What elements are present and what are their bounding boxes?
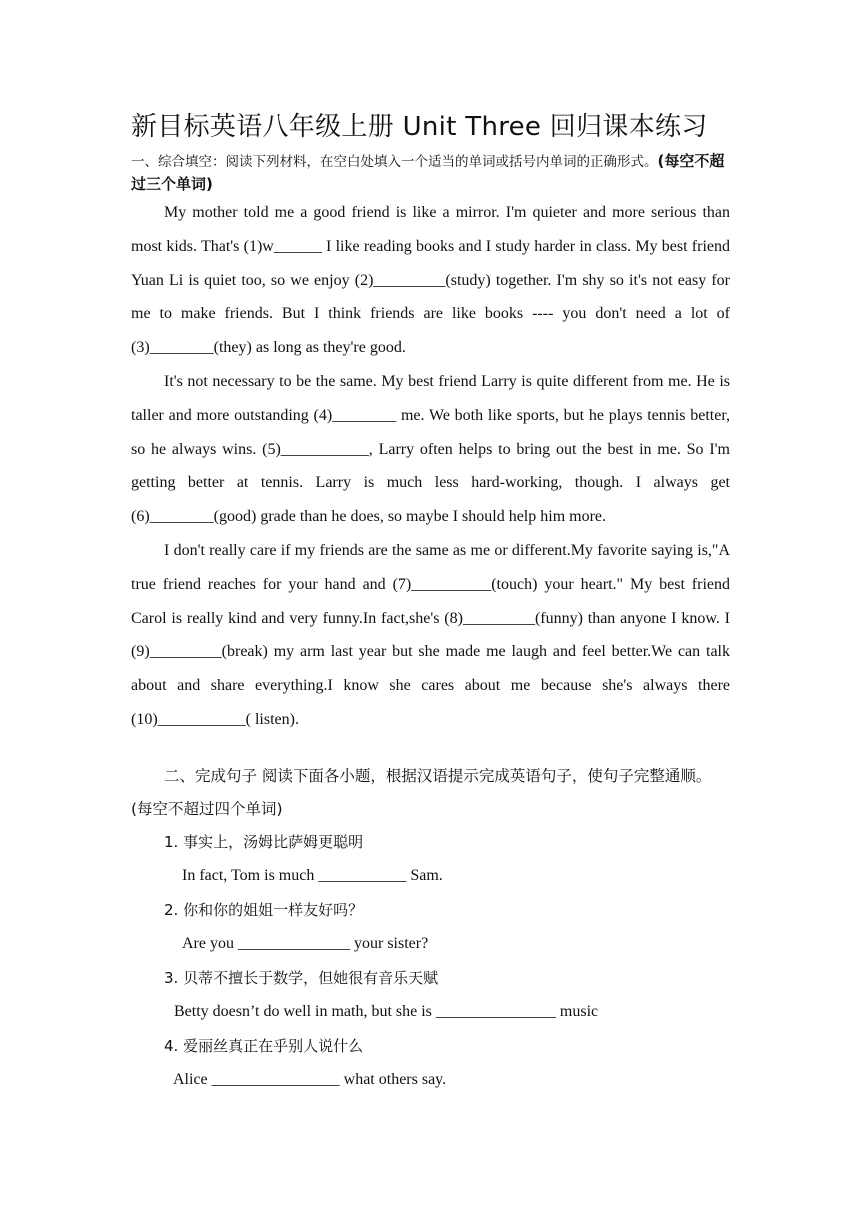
section1-instruction-text: 一、综合填空：阅读下列材料，在空白处填入一个适当的单词或括号内单词的正确形式。 xyxy=(131,154,658,170)
question-2-english: Are you ______________ your sister? xyxy=(182,935,429,952)
passage-paragraph-3: I don't really care if my friends are the same as me or different.My favorite saying is,"A true friend reaches for your hand and (7)__________(touch) your heart." My best friend Carol is really kind and very funny.In fact,she's (8)_________(funny) than anyone I know. I (9)_________(break) my arm last year but she made me laugh and feel better.We can talk about and share everything.I know she cares about me because she's always there (10)___________( listen). xyxy=(131,541,730,728)
section1-instruction xyxy=(131,150,731,196)
passage-paragraph-1: My mother told me a good friend is like a mirror. I'm quieter and more serious than most kids. That's (1)w______ I like reading books and I study harder in class. My best friend Yuan Li is quiet too, so we enjoy (2)_________(study) together. I'm shy so it's not easy for me to make friends. But I think friends are like books ---- you don't need a lot of (3)________(they) as long as they're good. xyxy=(131,204,730,357)
question-2-chinese: 2. 你和你的姐姐一样友好吗？ xyxy=(164,901,364,919)
question-3-english: Betty doesn’t do well in math, but she is _______________ music xyxy=(174,1003,599,1020)
cloze-passage xyxy=(131,196,730,737)
section2-instruction: 二、完成句子 阅读下面各小题，根据汉语提示完成英语句子，使句子完整通顺。(每空不超过四个单词) xyxy=(131,767,712,818)
question-4-chinese: 4. 爱丽丝真正在乎别人说什么 xyxy=(164,1037,364,1055)
question-3-chinese: 3. 贝蒂不擅长于数学，但她很有音乐天赋 xyxy=(164,969,439,987)
question-1-english: In fact, Tom is much ___________ Sam. xyxy=(182,867,443,884)
question-4-english: Alice ________________ what others say. xyxy=(173,1071,447,1088)
page-title: 新目标英语八年级上册 Unit Three 回归课本练习 xyxy=(131,112,708,142)
section1-instruction-note: (每空不超过三个单词) xyxy=(131,152,725,193)
passage-paragraph-2: It's not necessary to be the same. My best friend Larry is quite different from me. He is taller and more outstanding (4)________ me. We both like sports, but he plays tennis better, so he always wins. (5)___________, Larry often helps to bring out the best in me. So I'm getting better at tennis. Larry is much less hard-working, though. I always get (6)________(good) grade than he does, so maybe I should help him more. xyxy=(131,372,730,526)
question-1-chinese: 1. 事实上，汤姆比萨姆更聪明 xyxy=(164,833,364,851)
